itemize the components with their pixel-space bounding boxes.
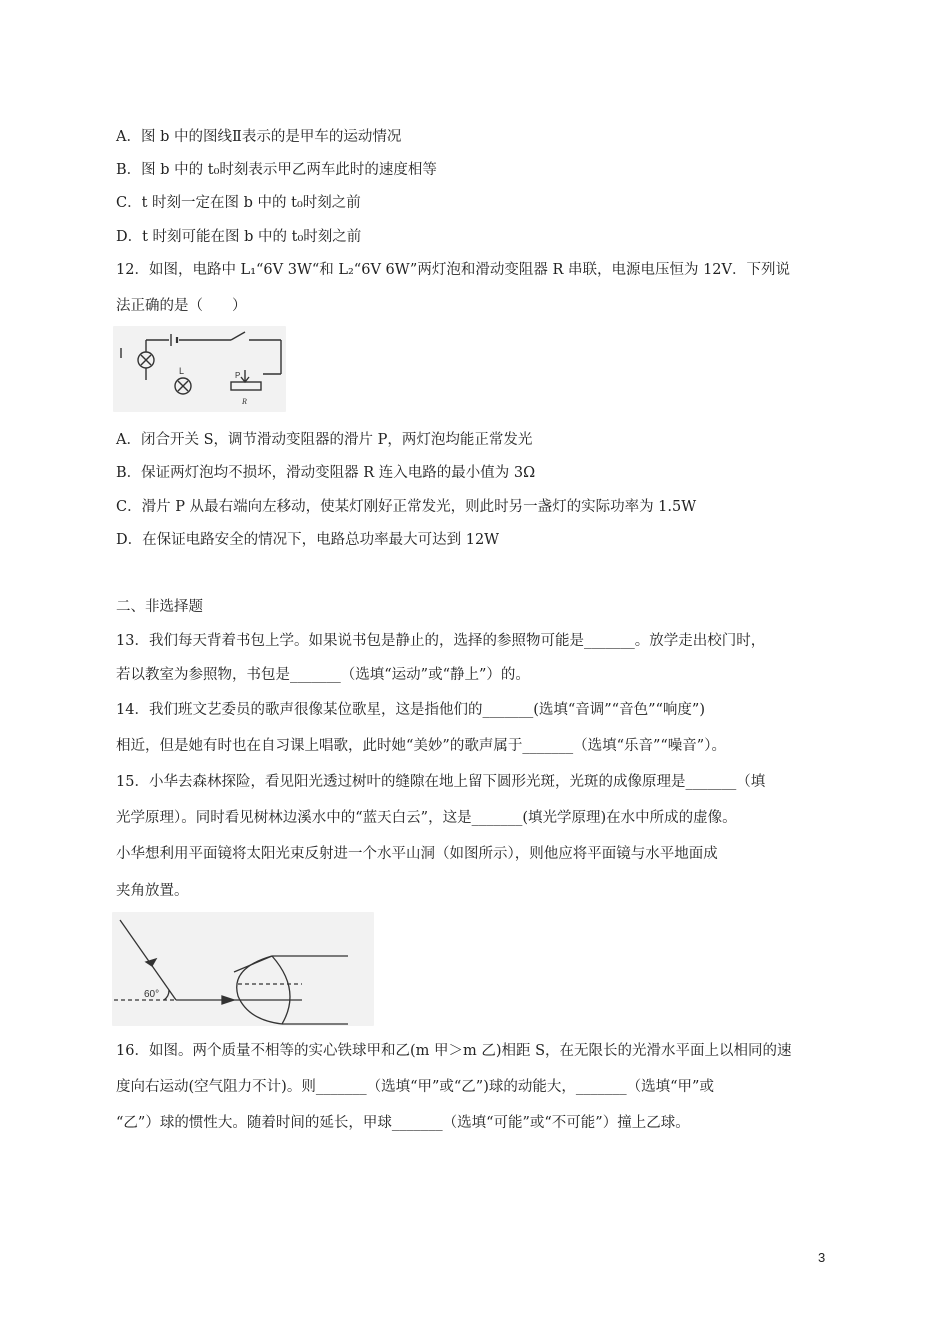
q15-line3: 小华想利用平面镜将太阳光束反射进一个水平山洞（如图所示），则他应将平面镜与水平地面成	[116, 846, 718, 862]
q16-line1: 16．如图。两个质量不相等的实心铁球甲和乙(m 甲＞m 乙)相距 S，在无限长的光滑水平面上以相同的速	[116, 1043, 792, 1059]
q11-option-c: C．t 时刻一定在图 b 中的 t₀时刻之前	[116, 195, 361, 211]
q16-line2: 度向右运动(空气阻力不计)。则_______（选填“甲”或“乙”)球的动能大，_______（选填“甲”或	[116, 1079, 714, 1095]
q12-stem-line1: 12．如图，电路中 L₁“6V 3W“和 L₂“6V 6W”两灯泡和滑动变阻器 R 串联，电源电压恒为 12V．下列说	[116, 262, 791, 278]
q15-line2: 光学原理）。同时看见树林边溪水中的“蓝天白云”，这是_______(填光学原理)在水中所成的虚像。	[116, 810, 737, 826]
q11-option-a: A．图 b 中的图线Ⅱ表示的是甲车的运动情况	[116, 129, 402, 145]
q12-option-c: C．滑片 P 从最右端向左移动，使某灯刚好正常发光，则此时另一盏灯的实际功率为 1.5W	[116, 499, 697, 515]
slider-label: P	[235, 371, 241, 380]
q13-line1: 13．我们每天背着书包上学。如果说书包是静止的，选择的参照物可能是_______。放学走出校门时，	[116, 633, 766, 649]
angle-label: 60°	[144, 989, 160, 1000]
q15-line1: 15．小华去森林探险，看见阳光透过树叶的缝隙在地上留下圆形光斑，光斑的成像原理是_______（填	[116, 774, 766, 790]
mirror-cave-diagram	[112, 912, 374, 1026]
q12-option-a: A．闭合开关 S，调节滑动变阻器的滑片 P，两灯泡均能正常发光	[116, 432, 533, 448]
q12-option-b: B．保证两灯泡均不损坏，滑动变阻器 R 连入电路的最小值为 3Ω	[116, 465, 536, 481]
q12-option-d: D．在保证电路安全的情况下，电路总功率最大可达到 12W	[116, 532, 500, 548]
q15-line4: 夹角放置。	[116, 883, 189, 899]
page-number: 3	[818, 1250, 826, 1265]
circuit-diagram	[113, 326, 286, 412]
resistor-label: R	[242, 397, 247, 406]
q14-line2: 相近，但是她有时也在自习课上唱歌，此时她“美妙”的歌声属于_______（选填“乐音”“噪音”）。	[116, 738, 726, 754]
q13-line2: 若以教室为参照物，书包是_______（选填“运动”或“静上”）的。	[116, 667, 530, 683]
mirror-svg	[112, 912, 374, 1026]
lamp-label: L	[179, 366, 185, 376]
q16-line3: “乙”）球的惯性大。随着时间的延长，甲球_______（选填“可能”或“不可能”）撞上乙球。	[116, 1115, 690, 1131]
section-title: 二、非选择题	[116, 599, 203, 615]
circuit-svg	[113, 326, 286, 412]
q12-stem-line2: 法正确的是（ ）	[116, 298, 247, 314]
q11-option-b: B．图 b 中的 t₀时刻表示甲乙两车此时的速度相等	[116, 162, 437, 178]
q11-option-d: D．t 时刻可能在图 b 中的 t₀时刻之前	[116, 229, 362, 245]
q14-line1: 14．我们班文艺委员的歌声很像某位歌星，这是指他们的_______(选填“音调”“音色”“响度”)	[116, 702, 705, 718]
